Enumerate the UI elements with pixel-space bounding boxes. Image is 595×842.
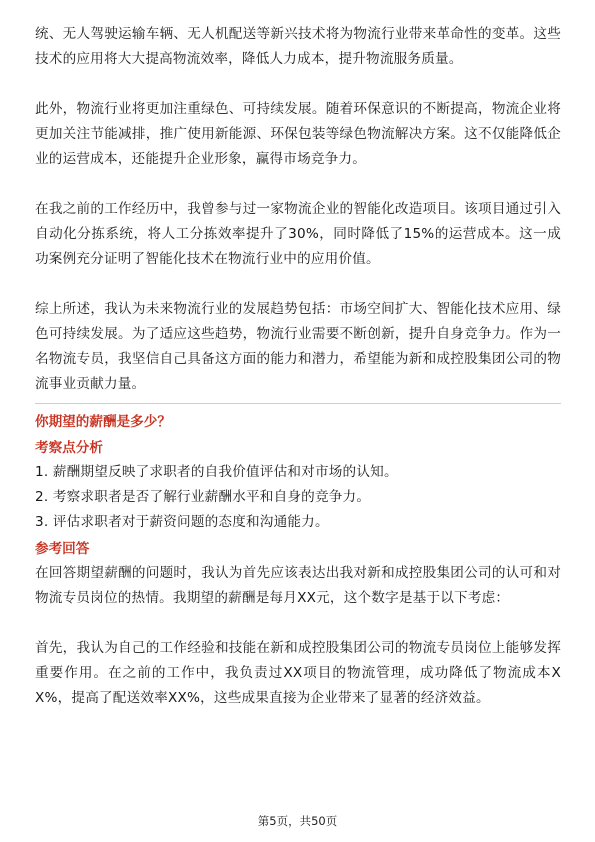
analysis-item: 2. 考察求职者是否了解行业薪酬水平和自身的竞争力。 — [35, 489, 371, 505]
answer-paragraph-intro: 在回答期望薪酬的问题时，我认为首先应该表达出我对新和成控股集团公司的认可和对物流专员岗位的热情。我期望的薪酬是每月XX元，这个数字是基于以下考虑： — [35, 565, 561, 606]
analysis-item: 3. 评估求职者对于薪资问题的态度和沟通能力。 — [35, 514, 329, 530]
page-number: 第5页，共50页 — [257, 814, 338, 828]
paragraph-work-experience: 在我之前的工作经历中，我曾参与过一家物流企业的智能化改造项目。该项目通过引入自动化分拣系统，将人工分拣效率提升了30%，同时降低了15%的运营成本。这一成功案例充分证明了智能化技术在物流行业中的应用价值。 — [35, 201, 561, 267]
paragraph-summary: 综上所述，我认为未来物流行业的发展趋势包括：市场空间扩大、智能化技术应用、绿色可持续发展。为了适应这些趋势，物流行业需要不断创新，提升自身竞争力。作为一名物流专员，我坚信自己具备这方面的能力和潜力，希望能为新和成控股集团公司的物流事业贡献力量。 — [35, 301, 561, 392]
analysis-heading: 考察点分析 — [35, 440, 103, 456]
paragraph-tech-change: 统、无人驾驶运输车辆、无人机配送等新兴技术将为物流行业带来革命性的变革。这些技术的应用将大大提高物流效率，降低人力成本，提升物流服务质量。 — [35, 26, 561, 67]
answer-heading: 参考回答 — [35, 541, 90, 557]
answer-paragraph-experience: 首先，我认为自己的工作经验和技能在新和成控股集团公司的物流专员岗位上能够发挥重要作用。在之前的工作中，我负责过XX项目的物流管理，成功降低了物流成本XX%，提高了配送效率XX%，这些成果直接为企业带来了显著的经济效益。 — [35, 640, 561, 706]
document-page — [35, 22, 561, 711]
section-divider — [35, 403, 561, 404]
question-title: 你期望的薪酬是多少？ — [35, 414, 171, 430]
paragraph-green-logistics: 此外，物流行业将更加注重绿色、可持续发展。随着环保意识的不断提高，物流企业将更加关注节能减排，推广使用新能源、环保包装等绿色物流解决方案。这不仅能降低企业的运营成本，还能提升企业形象，赢得市场竞争力。 — [35, 101, 561, 167]
analysis-item: 1. 薪酬期望反映了求职者的自我价值评估和对市场的认知。 — [35, 464, 398, 480]
